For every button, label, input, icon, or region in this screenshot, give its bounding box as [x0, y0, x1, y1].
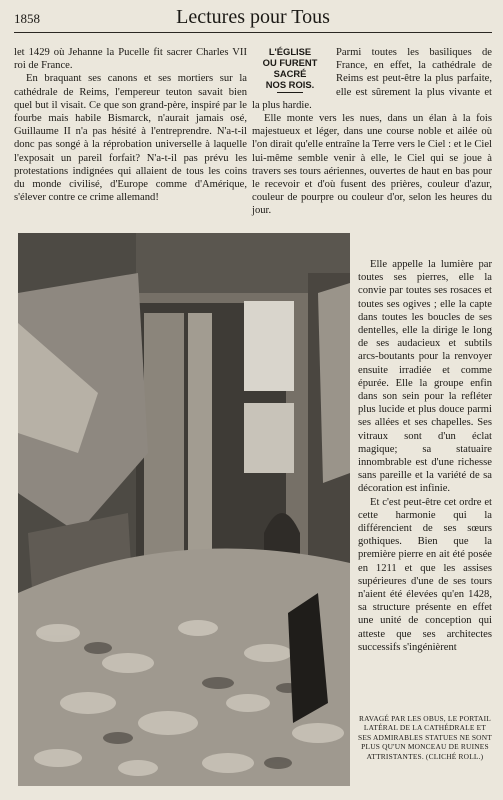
right-column	[252, 46, 492, 218]
page-header	[14, 6, 492, 33]
paragraph: En braquant ses canons et ses mortiers sur la cathédrale de Reims, l'empereur teuton savait bien quel but il visait. Ce que son grand-père, inspiré par le fourbe mais habile Bismarck, n'aurait jamais osé, Guillaume II n'a pas hésité à l'entreprendre. N'a-t-il donc pas songé à la réprobation universelle à laquelle l'exposait un pareil forfait? N'a-t-il pas prévu les protestations indignées qui allaient de tous les coins du monde civilisé, d'Europe comme d'Amérique, s'élever contre ce crime allemand!	[14, 73, 247, 204]
paragraph: Elle monte vers les nues, dans un élan à la fois majestueux et léger, dans une course noble et ailée où l'on dirait qu'elle entraîne la Terre vers le Ciel : et le Ciel lui-même semble venir à elle, le Ciel qui se joue à travers ses tours aériennes, ouvertes de haut en bas pour le recevoir et d'où fusent des prières, couleur d'azur, couleur de pourpre ou couleur d'or, selon les heures du jour.	[252, 113, 492, 217]
ruins-illustration	[18, 233, 350, 786]
cathedral-ruins-photo	[18, 233, 350, 786]
running-title: Lectures pour Tous	[176, 6, 330, 28]
page-number: 1858	[14, 11, 40, 26]
paragraph: Parmi toutes les basiliques de France, en effet, la cathédrale de Reims est peut-être la plus parfaite, elle est sûrement la plus vivante et la plus hardie.	[252, 47, 492, 111]
paragraph: let 1429 où Jehanne la Pucelle fit sacrer Charles VII roi de France.	[14, 47, 247, 72]
paragraph: Et c'est peut-être cet ordre et cette harmonie qui la différencient de ses sœurs gothiques. Bien que la première pierre en ait été posée en 1211 et que les assises supérieures d'une de ses tours n'aient été élevées qu'en 1428, sa structure présente en effet une unité de conception qui atteste que ses architectes successifs s'ingénièrent	[358, 496, 492, 653]
section-heading: L'ÉGLISE OU FURENT SACRÉ NOS ROIS.	[252, 46, 328, 93]
narrow-column	[358, 258, 492, 654]
left-column	[14, 46, 247, 204]
photo-caption: RAVAGÉ PAR LES OBUS, LE PORTAIL LATÉRAL DE LA CATHÉDRALE ET SES ADMIRABLES STATUES NE SONT PLUS QU'UN MONCEAU DE RUINES ATTRISTANTES. (CLICHÉ ROLL.)	[358, 714, 492, 761]
paragraph: Elle appelle la lumière par toutes ses pierres, elle la convie par toutes ses rosaces et toutes ses ogives ; elle la capte dans toutes les boucles de ses dentelles, elle la dirige le long de ses audacieux et subtils arcs-boutants pour la renvoyer ensuite irradiée et comme épurée. Elle la groupe enfin dans son sein pour la refléter plus lucide et plus douce parmi ses allées et ses chapelles. Ses vitraux sont d'un éclat magique; sa statuaire innombrable est d'une richesse sans pareille et la variété de sa décoration est infinie.	[358, 259, 492, 495]
heading-rule	[277, 92, 303, 93]
